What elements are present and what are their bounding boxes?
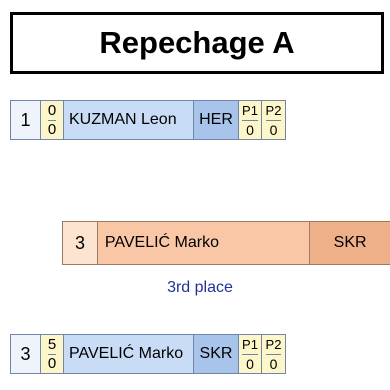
place-label: 3rd place [167,279,233,296]
athlete-name: PAVELIĆ Marko [98,222,310,264]
penalty-p2 [262,335,285,373]
p2-value: 0 [269,121,278,138]
score-bottom: 0 [47,121,57,139]
seed-number: 3 [11,335,41,373]
p1-value: 0 [246,355,254,372]
team-code: SKR [310,222,390,264]
p1-label: P1 [242,335,258,355]
score-cell [41,101,64,139]
penalty-p1 [239,335,262,373]
score-cell [41,335,64,373]
athlete-name: KUZMAN Leon [64,101,194,139]
team-code: SKR [194,335,239,373]
score-bottom: 0 [47,355,57,373]
penalty-p1 [239,101,262,139]
p2-label: P2 [266,335,282,355]
score-top: 0 [47,101,57,119]
seed-number: 3 [63,222,98,264]
page-title: Repechage A [10,12,384,74]
bout-row-bottom[interactable] [10,334,286,374]
seed-number: 1 [11,101,41,139]
bout-row-top[interactable] [10,100,286,140]
athlete-name: PAVELIĆ Marko [64,335,194,373]
p2-label: P2 [266,101,282,121]
third-place-entry[interactable] [62,221,390,265]
p2-value: 0 [269,355,278,372]
p1-label: P1 [242,101,258,121]
team-code: HER [194,101,239,139]
penalty-p2 [262,101,285,139]
p1-value: 0 [246,121,254,138]
score-top: 5 [47,335,57,353]
